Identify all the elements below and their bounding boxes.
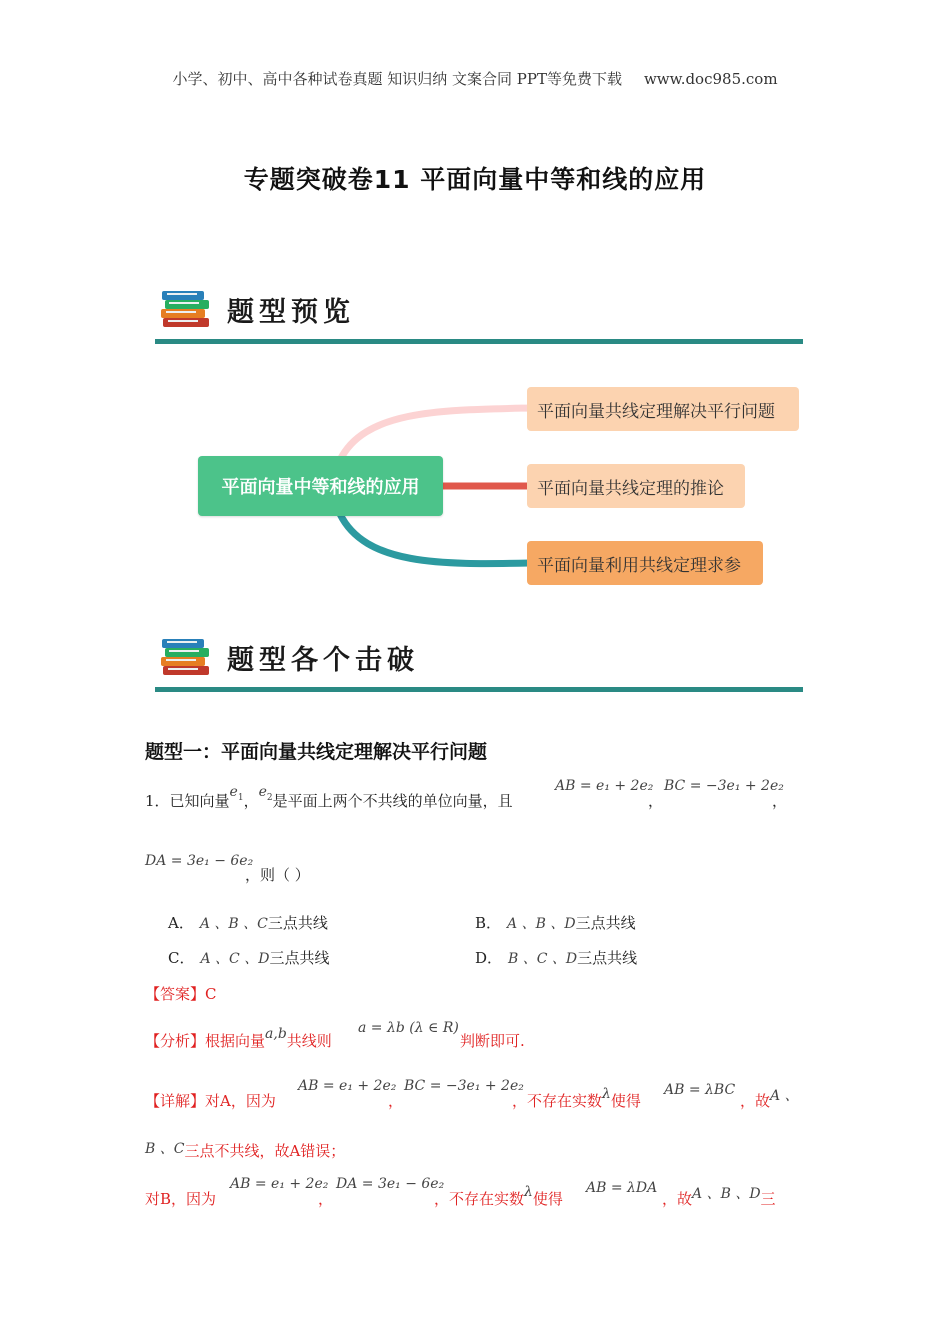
detail-text: ，故A 、B 、D三 (662, 1186, 776, 1208)
header-site[interactable]: www.doc985.com (643, 70, 778, 88)
books-icon (157, 286, 215, 330)
separator: ， (772, 792, 788, 810)
detail-line-2 (145, 1140, 345, 1161)
option-b[interactable] (475, 912, 636, 933)
detail-text: 对B，因为 (145, 1190, 217, 1208)
mindmap-branch-2: 平面向量共线定理的推论 (527, 464, 745, 508)
answer (145, 983, 217, 1004)
lambda: λ (524, 1184, 533, 1200)
option-d[interactable] (475, 947, 637, 968)
vector-e1: $e_1$ (229, 784, 244, 803)
mindmap-branch-3: 平面向量利用共线定理求参 (527, 541, 763, 585)
analysis-formula: a = λb (λ ∈ R) (358, 1020, 459, 1036)
analysis-text: 根据向量 (205, 1032, 266, 1050)
detail-formula-bc: BC = −3e₁ + 2e₂ (404, 1078, 524, 1094)
detail-formula-ab-2: AB = e₁ + 2e₂ (230, 1176, 329, 1192)
analysis-tag: 【分析】 (145, 1032, 206, 1050)
banner-heading: 题型预览 (227, 297, 355, 328)
separator: ， (318, 1190, 334, 1208)
detail-text: 三点不共线，故A错误； (184, 1142, 346, 1160)
analysis-post: 判断即可. (460, 1032, 525, 1050)
option-text: 三点共线 (267, 914, 328, 932)
option-points: B 、C 、D (508, 951, 578, 967)
separator: ， (648, 792, 664, 810)
section-banner-preview (155, 286, 803, 344)
branch-connector-3 (340, 514, 530, 564)
option-a[interactable] (168, 912, 328, 933)
question-tail: ，则（ ） (245, 866, 310, 884)
detail-eq-1: AB = λBC (664, 1082, 736, 1098)
branch-connector-1 (340, 408, 530, 460)
detail-text: 对A，因为 (205, 1092, 276, 1110)
page-title: 专题突破卷11 平面向量中等和线的应用 (243, 165, 707, 194)
detail-line-1 (145, 1090, 276, 1111)
option-c[interactable] (168, 947, 329, 968)
analysis-vars: a,b (265, 1026, 287, 1042)
banner-rule (155, 339, 803, 344)
question-number: 1．已知向量 (145, 792, 230, 810)
detail-tag: 【详解】 (145, 1092, 206, 1110)
banner-heading: 题型各个击破 (227, 645, 419, 676)
option-label: A． (168, 914, 194, 932)
formula-bc: BC = −3e₁ + 2e₂ (664, 778, 784, 794)
detail-line-3 (145, 1188, 216, 1209)
header-text: 小学、初中、高中各种试卷真题 知识归纳 文案合同 PPT等免费下载 (172, 70, 622, 88)
separator: ， (388, 1092, 404, 1110)
vector-e2: $e_2$ (258, 784, 273, 803)
option-points: A 、B 、C (199, 916, 268, 932)
detail-text: ，故A 、 (740, 1088, 799, 1110)
point-label: A 、 (770, 1088, 799, 1104)
separator: ， (243, 792, 259, 810)
page-header (0, 68, 950, 89)
lambda: λ (602, 1086, 611, 1102)
point-label: B 、C (145, 1141, 185, 1157)
option-points: A 、C 、D (200, 951, 270, 967)
section-banner-breakdown (155, 634, 803, 692)
option-points: A 、B 、D (507, 916, 576, 932)
banner-rule (155, 687, 803, 692)
detail-text: ，不存在实数λ使得 (512, 1086, 641, 1110)
analysis (145, 1026, 332, 1051)
point-label: A 、B 、D (692, 1186, 761, 1202)
option-text: 三点共线 (269, 949, 330, 967)
detail-eq-2: AB = λDA (586, 1180, 658, 1196)
option-text: 三点共线 (575, 914, 636, 932)
mindmap-root: 平面向量中等和线的应用 (198, 456, 443, 516)
detail-formula-ab: AB = e₁ + 2e₂ (298, 1078, 397, 1094)
option-label: C． (168, 949, 195, 967)
question-1-line-1 (145, 784, 513, 813)
section-title: 题型一：平面向量共线定理解决平行问题 (145, 741, 488, 763)
answer-value: C (205, 985, 217, 1003)
question-text: 是平面上两个不共线的单位向量，且 (272, 792, 513, 810)
mindmap-branch-1: 平面向量共线定理解决平行问题 (527, 387, 799, 431)
option-text: 三点共线 (577, 949, 638, 967)
books-icon (157, 634, 215, 678)
detail-text: ，不存在实数λ使得 (434, 1184, 563, 1208)
analysis-text: 共线则 (286, 1032, 332, 1050)
answer-tag: 【答案】 (145, 985, 206, 1003)
option-label: B． (475, 914, 502, 932)
formula-ab: AB = e₁ + 2e₂ (555, 778, 654, 794)
option-label: D． (475, 949, 503, 967)
detail-formula-da: DA = 3e₁ − 6e₂ (336, 1176, 445, 1192)
formula-da: DA = 3e₁ − 6e₂ (145, 853, 254, 869)
